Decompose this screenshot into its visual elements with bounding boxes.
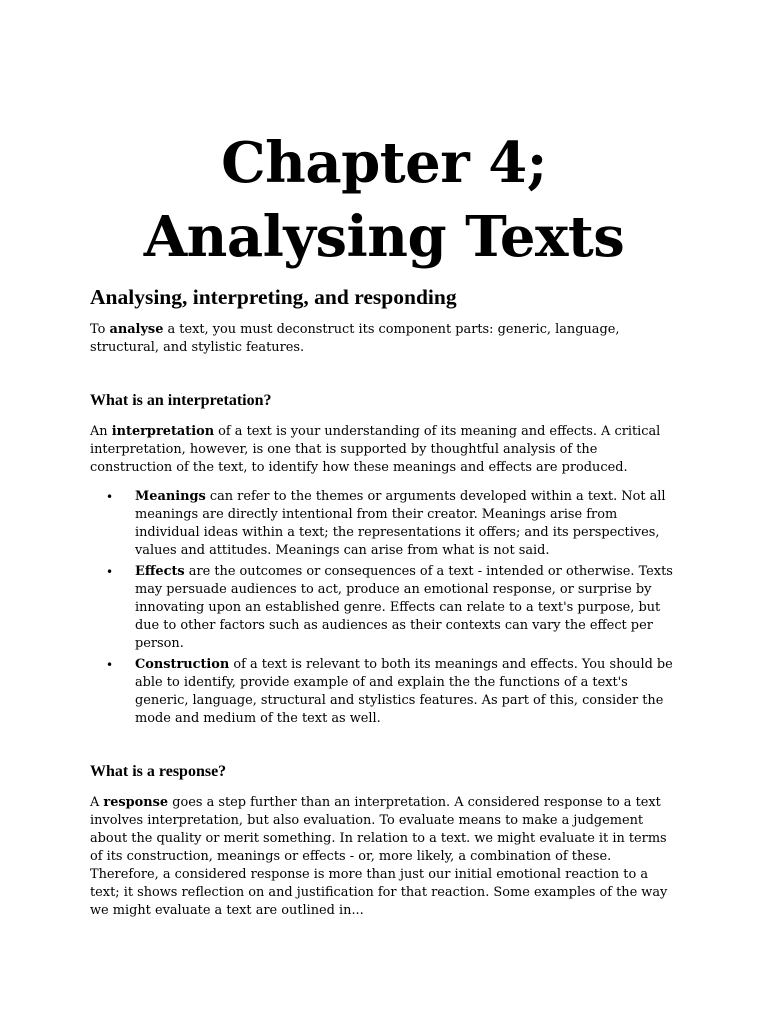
- response-text: goes a step further than an interpretation. A considered response to a text involves interpretation, but also evaluation. To evaluate means to make a judgement about the quality or merit something. In relation to a text. we might evaluate it in terms of its construction, meanings or effects - or, more likely, a combination of these. Therefore, a considered response is more than just our initial emotional reaction to a text; it shows reflection on and justification for that reaction. Some examples of the way we might evaluate a text are outlined in...: [90, 795, 668, 918]
- bullet-text-construction: of a text is relevant to both its meanings and effects. You should be able to identify, provide example of and explain the the functions of a text's generic, language, structural and stylistics features. As part of this, consider the mode and medium of the text as well.: [135, 657, 673, 726]
- bullet-text-meanings: can refer to the themes or arguments developed within a text. Not all meanings are directly intentional from their creator. Meanings arise from individual ideas within a text; the representations it offers; and its perspectives, values and attitudes. Meanings can arise from what is not said.: [135, 489, 666, 558]
- interpretation-bullet-list: [90, 488, 678, 728]
- interpretation-prefix: An: [90, 424, 112, 439]
- chapter-title: Chapter 4; Analysing Texts: [143, 130, 625, 270]
- interpretation-term: interpretation: [111, 424, 215, 439]
- response-heading: What is a response?: [90, 763, 227, 780]
- bullet-marker: •: [106, 658, 114, 672]
- list-item-effects: [90, 563, 678, 653]
- interpretation-heading: What is an interpretation?: [90, 392, 272, 409]
- response-paragraph: [90, 794, 678, 920]
- bullet-marker: •: [106, 490, 114, 504]
- intro-prefix: To: [90, 322, 110, 337]
- intro-term: analyse: [109, 322, 164, 337]
- response-prefix: A: [90, 795, 104, 810]
- document-body: [90, 283, 678, 920]
- bullet-term-effects: Effects: [135, 564, 185, 579]
- bullet-term-construction: Construction: [135, 657, 230, 672]
- interpretation-text: of a text is your understanding of its meaning and effects. A critical interpretation, however, is one that is supported by thoughtful analysis of the construction of the text, to identify how these meanings and effects are produced.: [90, 424, 661, 475]
- list-item-meanings: [90, 488, 678, 560]
- interpretation-paragraph: [90, 423, 678, 477]
- intro-paragraph: [90, 321, 678, 357]
- bullet-term-meanings: Meanings: [135, 489, 206, 504]
- response-term: response: [103, 795, 169, 810]
- section-heading: Analysing, interpreting, and responding: [90, 285, 457, 309]
- bullet-marker: •: [106, 565, 114, 579]
- list-item-construction: [90, 656, 678, 728]
- intro-text: a text, you must deconstruct its component parts: generic, language, structural, and stylistic features.: [90, 322, 620, 355]
- bullet-text-effects: are the outcomes or consequences of a text - intended or otherwise. Texts may persuade audiences to act, produce an emotional response, or surprise by innovating upon an established genre. Effects can relate to a text's purpose, but due to other factors such as audiences as their contexts can vary the effect per person.: [135, 564, 673, 651]
